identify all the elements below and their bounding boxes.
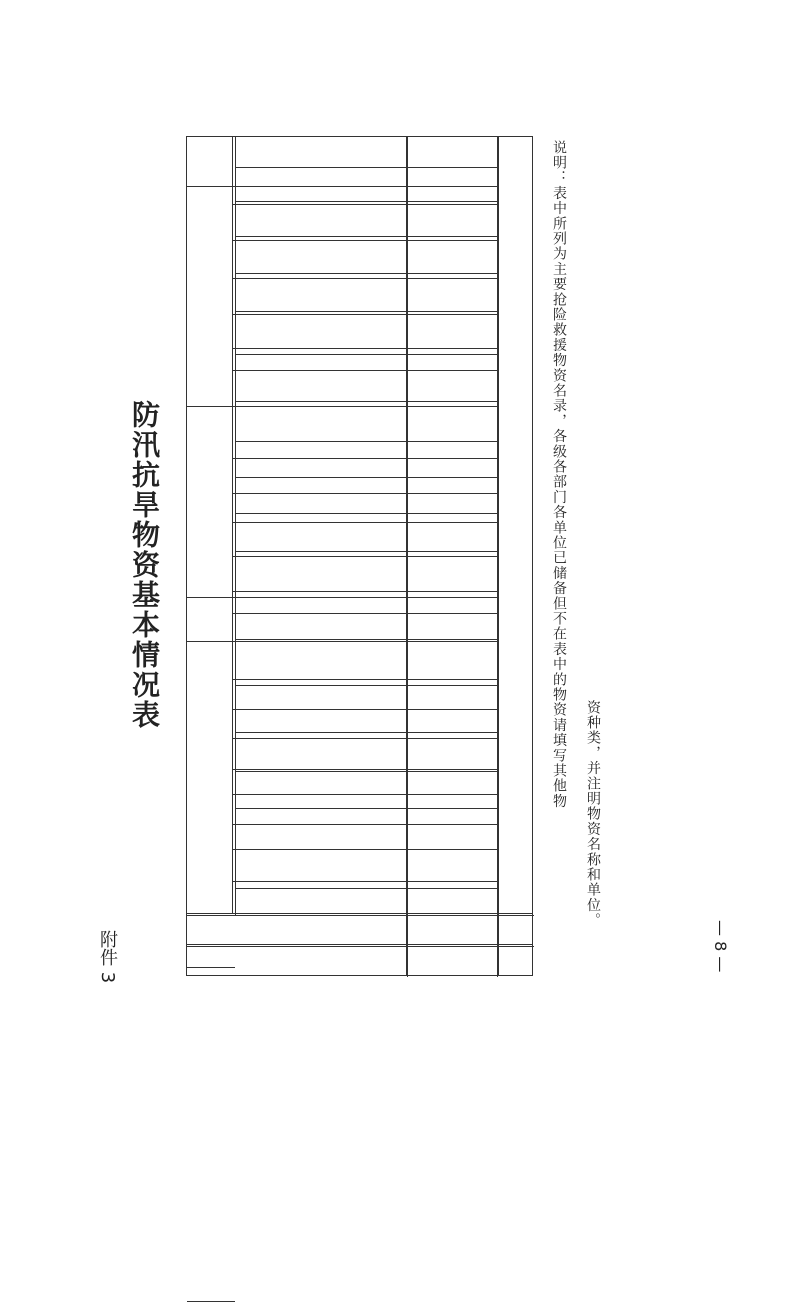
page-number: — 8 — bbox=[711, 920, 730, 973]
table-lower bbox=[186, 640, 533, 970]
note-line-1: 说明：表中所列为主要抢险救援物资名录，各级各部门各单位已储备但不在表中的物资请填写其他物 bbox=[551, 140, 567, 809]
note-line-2: 资种类，并注明物资名称和单位。 bbox=[585, 700, 601, 928]
attachment-label: 附件 3 bbox=[97, 930, 118, 984]
page-title: 防汛抗旱物资基本情况表 bbox=[128, 400, 161, 730]
